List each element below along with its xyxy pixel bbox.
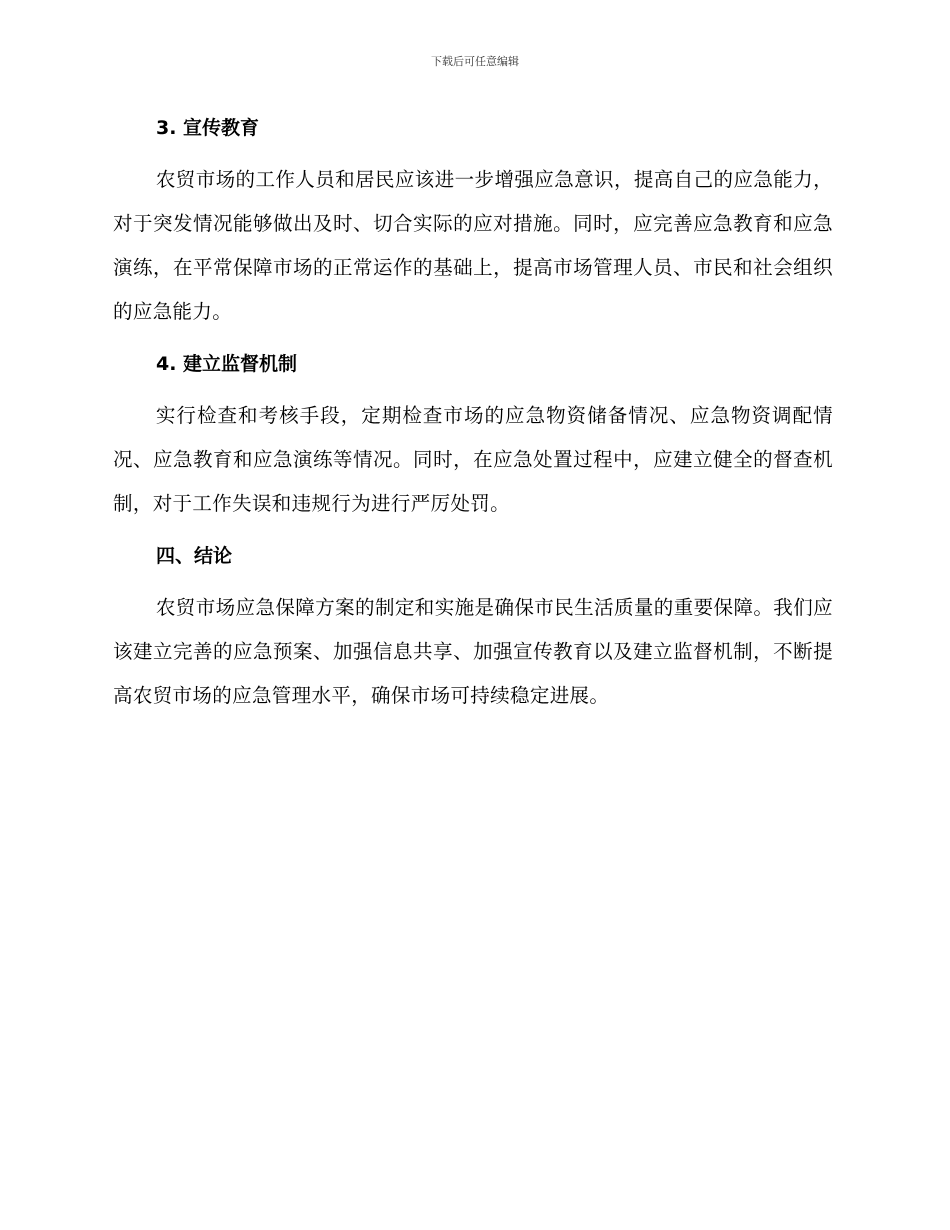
section-heading-conclusion: 四、结论 (156, 545, 233, 567)
document-body (113, 112, 833, 718)
page-header-note: 下载后可任意编辑 (431, 55, 519, 68)
section-paragraph-conclusion: 农贸市场应急保障方案的制定和实施是确保市民生活质量的重要保障。我们应该建立完善的应急预案、加强信息共享、加强宣传教育以及建立监督机制，不断提高农贸市场的应急管理水平，确保市场可持续稳定进展。 (113, 596, 833, 707)
section-heading-publicity-education: 3. 宣传教育 (156, 117, 260, 139)
section-heading-supervision-mechanism: 4. 建立监督机制 (156, 353, 298, 375)
section-paragraph-supervision-mechanism: 实行检查和考核手段，定期检查市场的应急物资储备情况、应急物资调配情况、应急教育和应急演练等情况。同时，在应急处置过程中，应建立健全的督查机制，对于工作失误和违规行为进行严厉处罚。 (113, 404, 833, 515)
section-paragraph-publicity-education: 农贸市场的工作人员和居民应该进一步增强应急意识，提高自己的应急能力，对于突发情况能够做出及时、切合实际的应对措施。同时，应完善应急教育和应急演练，在平常保障市场的正常运作的基础上，提高市场管理人员、市民和社会组织的应急能力。 (113, 168, 833, 323)
